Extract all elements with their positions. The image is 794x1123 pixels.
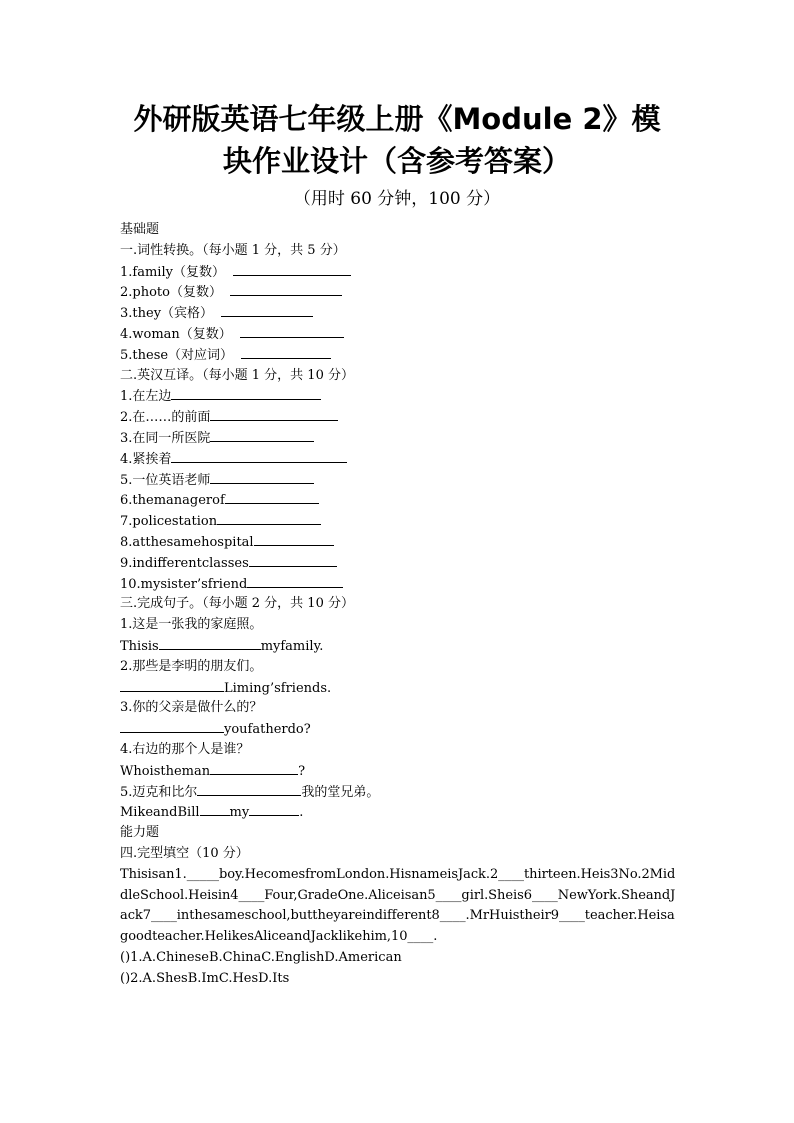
answer-blank[interactable] (247, 574, 343, 588)
answer-blank[interactable] (210, 761, 298, 775)
answer-blank[interactable] (210, 407, 338, 421)
part2-item-text: 7.policestation (120, 514, 218, 530)
section-heading-basic: 基础题 (120, 222, 160, 237)
part2-item (120, 470, 680, 491)
part2-item-text: 9.indifferentclasses (120, 555, 249, 571)
answer-blank[interactable] (225, 490, 319, 504)
document-body (120, 220, 680, 989)
part3-question-en (120, 678, 680, 699)
part3-question-en (120, 636, 680, 657)
section-heading-ability: 能力题 (120, 825, 160, 841)
part2-item-text: 10.mysister’sfriend (120, 576, 248, 592)
part1-item-text: 5.these（对应词） (120, 347, 234, 363)
part1-item-text: 4.woman（复数） (120, 326, 232, 342)
answer-blank[interactable] (159, 636, 261, 650)
part2-item-text: 4.紧挨着 (120, 451, 172, 467)
answer-blank[interactable] (171, 449, 347, 463)
cloze-choice: ()2.A.ShesB.ImC.HesD.Its (120, 970, 290, 986)
sentence-end: ? (298, 763, 306, 779)
cloze-passage: Thisisan1._____boy.HecomesfromLondon.HisnameisJack.2____thirteen.Heis3No.2MiddleSchool.Heisin4____Four,GradeOne.Aliceisan5____girl.Sheis6____NewYork.SheandJack7____inthesameschool,buttheyareindifferent8____.MrHuistheir9____teacher.Heisagoodteacher.HelikesAliceandJacklikehim,10____. (120, 866, 676, 945)
sentence-end: youfatherdo? (224, 722, 311, 738)
part2-item (120, 449, 680, 470)
part3-heading: 三.完成句子。（每小题 2 分，共 10 分） (120, 596, 354, 612)
answer-blank[interactable] (249, 802, 299, 816)
part1-item (120, 262, 680, 283)
document-title-line-2: 块作业设计（含参考答案） (222, 144, 571, 178)
part2-item-text: 6.themanagerof (120, 493, 225, 509)
answer-blank[interactable] (249, 553, 337, 567)
sentence-start: 5.迈克和比尔 (120, 784, 198, 800)
part3-question-cn: 4.右边的那个人是谁？ (120, 741, 250, 757)
part2-item (120, 511, 680, 532)
part4-heading: 四.完型填空（10 分） (120, 845, 249, 861)
part1-item-text: 1.family（复数） (120, 264, 225, 280)
part2-item (120, 553, 680, 574)
sentence-end: myfamily. (260, 638, 324, 654)
answer-blank[interactable] (240, 324, 344, 338)
sentence-end: Liming’sfriends. (224, 680, 332, 696)
document-title-line-1: 外研版英语七年级上册《Module 2》模 (133, 102, 661, 136)
part3-question-en (120, 761, 680, 782)
answer-blank[interactable] (254, 532, 334, 546)
part3-question-cn: 1.这是一张我的家庭照。 (120, 617, 263, 633)
answer-blank[interactable] (221, 303, 313, 317)
answer-blank[interactable] (200, 802, 230, 816)
part3-question-cn (120, 782, 680, 803)
sentence-end: . (299, 805, 304, 821)
sentence-start: Thisis (120, 638, 159, 654)
sentence-start: Whoistheman (120, 763, 211, 779)
part3-question-en (120, 719, 680, 740)
answer-blank[interactable] (171, 386, 321, 400)
sentence-start: MikeandBill (120, 805, 200, 821)
answer-blank[interactable] (120, 719, 224, 733)
part2-item (120, 386, 680, 407)
part1-item-text: 2.photo（复数） (120, 285, 222, 301)
answer-blank[interactable] (120, 678, 224, 692)
part3-question-cn: 2.那些是李明的朋友们。 (120, 658, 263, 674)
answer-blank[interactable] (233, 262, 351, 276)
cloze-choice: ()1.A.ChineseB.ChinaC.EnglishD.American (120, 949, 402, 965)
answer-blank[interactable] (210, 428, 314, 442)
part2-heading: 二.英汉互译。（每小题 1 分，共 10 分） (120, 367, 354, 383)
part3-question-en (120, 802, 680, 823)
part2-item (120, 407, 680, 428)
part1-item (120, 345, 680, 366)
part2-item-text: 3.在同一所医院 (120, 430, 211, 446)
time-and-score-note: （用时 60 分钟，100 分） (293, 189, 501, 209)
part1-item-text: 3.they（宾格） (120, 306, 214, 322)
part1-heading: 一.词性转换。（每小题 1 分，共 5 分） (120, 242, 346, 258)
part1-item (120, 324, 680, 345)
part2-item (120, 490, 680, 511)
sentence-end: 我的堂兄弟。 (301, 784, 380, 800)
part2-item (120, 574, 680, 595)
part2-item-text: 2.在……的前面 (120, 410, 211, 426)
answer-blank[interactable] (241, 345, 331, 359)
part2-item (120, 428, 680, 449)
part1-item (120, 282, 680, 303)
part2-item-text: 1.在左边 (120, 389, 172, 405)
part3-question-cn: 3.你的父亲是做什么的？ (120, 700, 263, 716)
sentence-middle: my (229, 805, 250, 821)
part2-item-text: 5.一位英语老师 (120, 472, 211, 488)
answer-blank[interactable] (197, 782, 301, 796)
part1-item (120, 303, 680, 324)
answer-blank[interactable] (230, 282, 342, 296)
part2-item (120, 532, 680, 553)
answer-blank[interactable] (210, 470, 314, 484)
part2-item-text: 8.atthesamehospital (120, 534, 254, 550)
answer-blank[interactable] (217, 511, 321, 525)
